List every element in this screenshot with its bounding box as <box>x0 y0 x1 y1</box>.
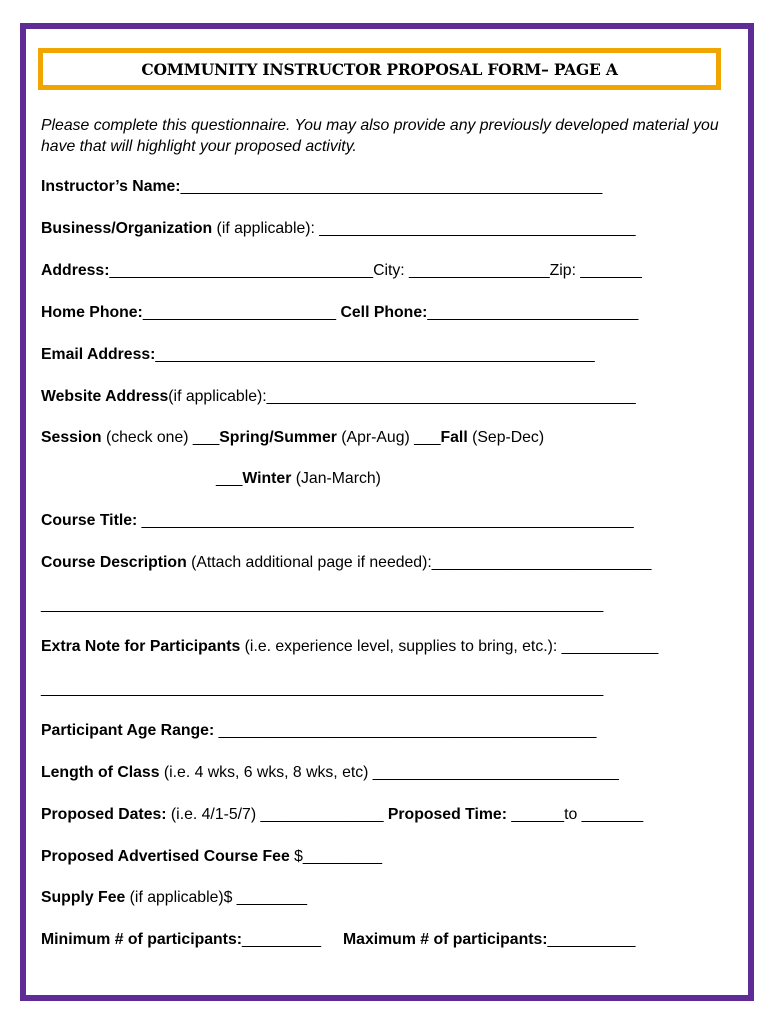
home-phone-label: Home Phone: <box>41 304 143 321</box>
instructor-name-field[interactable]: ________________________________________________ <box>180 178 603 195</box>
email-row <box>41 346 595 364</box>
age-range-row <box>41 722 596 740</box>
course-description-field[interactable]: _________________________ <box>431 554 652 571</box>
session-row <box>41 429 544 447</box>
extra-note-label: Extra Note for Participants <box>41 638 241 655</box>
age-range-label: Participant Age Range: <box>41 722 219 739</box>
session-note[interactable]: (check one) ___ <box>101 429 220 446</box>
spring-summer-option: Spring/Summer <box>219 429 337 446</box>
length-field[interactable]: ____________________________ <box>372 764 619 781</box>
intro-text: Please complete this questionnaire. You may also provide any previously developed material you have that will highlight your proposed activity. <box>41 117 719 155</box>
course-description-note: (Attach additional page if needed): <box>186 554 432 571</box>
winter-note: (Jan-March) <box>291 470 381 487</box>
form-title: COMMUNITY INSTRUCTOR PROPOSAL FORM– PAGE A <box>141 59 618 79</box>
fee-row <box>41 848 382 866</box>
dates-label: Proposed Dates: <box>41 806 167 823</box>
supply-fee-row <box>41 889 307 907</box>
participants-row <box>41 931 635 949</box>
website-row <box>41 388 636 406</box>
dates-field[interactable]: ______________ <box>260 806 384 823</box>
website-field[interactable]: __________________________________________ <box>266 388 636 405</box>
extra-note-row <box>41 638 658 656</box>
max-participants-field[interactable]: __________ <box>547 931 636 948</box>
course-title-field[interactable]: ________________________________________________________ <box>141 512 634 529</box>
course-title-row <box>41 512 634 530</box>
course-description-line2[interactable]: ________________________________________________________________ <box>41 596 604 613</box>
fall-option: Fall <box>440 429 468 446</box>
fall-note: (Sep-Dec) <box>467 429 545 446</box>
course-title-label: Course Title: <box>41 512 142 529</box>
instructor-name-row <box>41 178 602 196</box>
extra-note-line2[interactable]: ________________________________________________________________ <box>41 680 604 697</box>
dates-row <box>41 806 643 824</box>
business-row <box>41 220 636 238</box>
phone-row <box>41 304 638 322</box>
address-label: Address: <box>41 262 110 279</box>
course-description-label: Course Description <box>41 554 187 571</box>
title-box <box>38 48 721 90</box>
length-row <box>41 764 619 782</box>
address-field[interactable]: ______________________________ <box>109 262 374 279</box>
time-start-field[interactable]: ______ <box>511 806 565 823</box>
age-range-field[interactable]: ___________________________________________ <box>218 722 597 739</box>
city-field[interactable]: ________________ <box>409 262 550 279</box>
dates-note: (i.e. 4/1-5/7) <box>166 806 261 823</box>
session-label: Session <box>41 429 102 446</box>
time-label: Proposed Time: <box>383 806 512 823</box>
business-note: (if applicable): <box>212 220 320 237</box>
length-label: Length of Class <box>41 764 160 781</box>
course-description-row <box>41 554 651 572</box>
min-participants-label: Minimum # of participants: <box>41 931 242 948</box>
website-label: Website Address <box>41 388 169 405</box>
zip-label: Zip: <box>549 262 581 279</box>
supply-fee-field[interactable]: ________ <box>236 889 308 906</box>
length-note: (i.e. 4 wks, 6 wks, 8 wks, etc) <box>159 764 373 781</box>
fee-label: Proposed Advertised Course Fee <box>41 848 295 865</box>
winter-row <box>216 470 381 488</box>
city-label: City: <box>373 262 410 279</box>
spring-summer-note[interactable]: (Apr-Aug) ___ <box>336 429 441 446</box>
cell-phone-field[interactable]: ________________________ <box>427 304 639 321</box>
winter-checkbox[interactable]: ___ <box>216 470 243 487</box>
fee-field[interactable]: $_________ <box>294 848 382 865</box>
supply-fee-label: Supply Fee <box>41 889 126 906</box>
business-field[interactable]: ____________________________________ <box>319 220 636 237</box>
time-to: to <box>564 806 582 823</box>
winter-option: Winter <box>242 470 292 487</box>
instructor-name-label: Instructor’s Name: <box>41 178 181 195</box>
extra-note-field[interactable]: ___________ <box>561 638 659 655</box>
address-row <box>41 262 642 280</box>
max-participants-label: Maximum # of participants: <box>321 931 548 948</box>
home-phone-field[interactable]: ______________________ <box>142 304 337 321</box>
time-end-field[interactable]: _______ <box>581 806 644 823</box>
zip-field[interactable]: _______ <box>580 262 642 279</box>
email-label: Email Address: <box>41 346 156 363</box>
cell-phone-label: Cell Phone: <box>336 304 428 321</box>
business-label: Business/Organization <box>41 220 213 237</box>
min-participants-field[interactable]: _________ <box>242 931 322 948</box>
supply-fee-note: (if applicable)$ <box>125 889 237 906</box>
extra-note-note: (i.e. experience level, supplies to bring, etc.): <box>240 638 562 655</box>
website-note: (if applicable): <box>168 388 267 405</box>
email-field[interactable]: __________________________________________________ <box>155 346 595 363</box>
